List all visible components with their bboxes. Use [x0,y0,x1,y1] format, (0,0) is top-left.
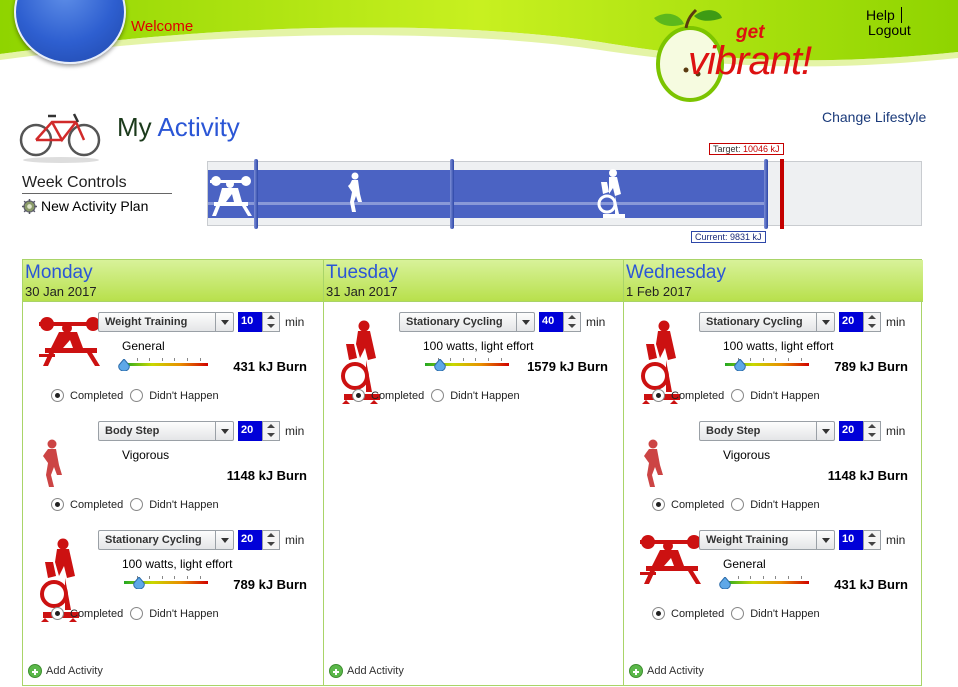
chevron-down-icon[interactable] [215,422,233,440]
minutes-unit: min [586,315,606,329]
completed-label: Completed [70,389,124,402]
didnt-happen-label: Didn't Happen [450,389,520,402]
intensity-text: 100 watts, light effort [723,339,834,353]
page-title-activity: Activity [157,112,240,142]
day-column-wednesday [623,260,923,685]
help-link[interactable]: Help [866,7,902,23]
body-step-icon [344,172,366,216]
page-title-my: My [117,112,152,142]
progress-fill [208,170,766,218]
body-step-icon [37,439,67,496]
target-label [709,143,784,155]
chevron-down-icon[interactable] [816,531,834,549]
burn-value: 1148 kJ Burn [226,468,307,483]
chevron-down-icon[interactable] [267,542,275,546]
completed-radio[interactable] [51,607,64,620]
chevron-up-icon[interactable] [267,315,275,319]
burn-value: 1579 kJ Burn [527,359,608,374]
intensity-slider[interactable] [725,363,809,366]
activity-type-select[interactable] [699,421,835,441]
activity-item [23,524,323,632]
activity-type-select[interactable] [98,312,234,332]
completed-radio[interactable] [652,607,665,620]
chevron-down-icon[interactable] [267,324,275,328]
day-header [324,260,623,302]
activity-type-value: Body Step [105,425,160,437]
activity-type-value: Stationary Cycling [406,316,503,328]
gear-icon [22,199,37,214]
completed-label: Completed [671,607,725,620]
week-days-panel [22,259,922,686]
minutes-unit: min [285,315,305,329]
minutes-input[interactable]: 20 [839,312,863,332]
didnt-happen-label: Didn't Happen [149,389,219,402]
didnt-happen-label: Didn't Happen [750,607,820,620]
target-label-text: Target: [713,144,741,154]
intensity-text: General [122,339,165,353]
completed-label: Completed [371,389,425,402]
activity-type-value: Stationary Cycling [105,534,202,546]
add-activity-label: Add Activity [647,665,704,677]
bicycle-icon [18,104,104,164]
activity-item [624,524,924,632]
chevron-up-icon[interactable] [267,533,275,537]
activity-type-select[interactable] [699,530,835,550]
activity-type-value: Stationary Cycling [706,316,803,328]
add-activity-button[interactable] [28,664,103,678]
weight-training-icon [638,532,706,589]
activity-type-select[interactable] [98,421,234,441]
new-activity-plan-link[interactable] [22,198,148,214]
chevron-up-icon[interactable] [868,533,876,537]
completed-label: Completed [70,498,124,511]
chevron-up-icon[interactable] [868,315,876,319]
minutes-input[interactable]: 10 [238,312,262,332]
progress-divider [450,159,454,229]
completed-radio[interactable] [652,498,665,511]
plus-icon [629,664,643,678]
current-label-text: Current: [695,232,728,242]
chevron-up-icon[interactable] [267,424,275,428]
completed-label: Completed [671,498,725,511]
day-column-tuesday [323,260,623,685]
chevron-up-icon[interactable] [868,424,876,428]
chevron-down-icon[interactable] [816,313,834,331]
day-date: 30 Jan 2017 [25,284,97,299]
add-activity-label: Add Activity [347,665,404,677]
intensity-text: 100 watts, light effort [122,557,233,571]
intensity-text: Vigorous [723,448,771,462]
day-header [624,260,923,302]
intensity-slider[interactable] [725,581,809,584]
burn-value: 789 kJ Burn [834,359,908,374]
activity-type-value: Weight Training [105,316,188,328]
completed-radio[interactable] [51,389,64,402]
completion-radio-group [652,389,820,402]
new-activity-plan-label: New Activity Plan [41,198,149,214]
completion-radio-group [352,389,520,402]
minutes-input[interactable]: 20 [839,421,863,441]
progress-divider [764,159,768,229]
completion-radio-group [652,498,820,511]
minutes-input[interactable]: 20 [238,421,262,441]
add-activity-label: Add Activity [46,665,103,677]
welcome-text: Welcome [131,18,194,35]
completed-radio[interactable] [352,389,365,402]
burn-value: 789 kJ Burn [233,577,307,592]
day-name: Tuesday [326,262,399,283]
chevron-down-icon[interactable] [516,313,534,331]
completed-label: Completed [70,607,124,620]
didnt-happen-radio[interactable] [431,389,444,402]
chevron-down-icon[interactable] [868,542,876,546]
minutes-input[interactable]: 10 [839,530,863,550]
body-step-icon [638,439,668,496]
minutes-stepper[interactable] [262,530,280,550]
minutes-input[interactable]: 20 [238,530,262,550]
completion-radio-group [51,389,219,402]
chevron-down-icon[interactable] [215,531,233,549]
day-column-monday [23,260,323,685]
activity-item [624,415,924,523]
minutes-stepper[interactable] [863,312,881,332]
completed-radio[interactable] [652,389,665,402]
activity-type-select[interactable] [399,312,535,332]
progress-divider [254,159,258,229]
didnt-happen-label: Didn't Happen [149,498,219,511]
minutes-stepper[interactable] [863,530,881,550]
get-vibrant-logo [648,4,833,104]
chevron-up-icon[interactable] [568,315,576,319]
day-date: 31 Jan 2017 [326,284,398,299]
page-title [117,112,240,143]
minutes-stepper[interactable] [563,312,581,332]
didnt-happen-radio[interactable] [130,389,143,402]
change-lifestyle-link[interactable]: Change Lifestyle [822,109,927,125]
current-label [691,231,766,243]
intensity-slider[interactable] [425,363,509,366]
didnt-happen-radio[interactable] [731,498,744,511]
intensity-slider[interactable] [124,581,208,584]
day-name: Monday [25,262,93,283]
chevron-down-icon[interactable] [215,313,233,331]
minutes-stepper[interactable] [262,312,280,332]
minutes-unit: min [285,533,305,547]
day-name: Wednesday [626,262,726,283]
day-header [23,260,323,302]
didnt-happen-radio[interactable] [731,389,744,402]
intensity-text: Vigorous [122,448,170,462]
target-value: 10046 kJ [743,144,780,154]
day-date: 1 Feb 2017 [626,284,692,299]
intensity-slider[interactable] [124,363,208,366]
chevron-down-icon[interactable] [816,422,834,440]
completed-radio[interactable] [51,498,64,511]
logo-vibrant-text: vibrant! [688,39,812,83]
didnt-happen-label: Didn't Happen [149,607,219,620]
didnt-happen-radio[interactable] [731,607,744,620]
add-activity-button[interactable] [329,664,404,678]
activity-item [23,306,323,414]
minutes-unit: min [285,424,305,438]
didnt-happen-radio[interactable] [130,498,143,511]
didnt-happen-radio[interactable] [130,607,143,620]
activity-type-value: Body Step [706,425,761,437]
minutes-unit: min [886,424,906,438]
weight-training-icon [208,172,254,216]
logout-link[interactable]: Logout [868,22,911,38]
activity-item [23,415,323,523]
plus-icon [28,664,42,678]
chevron-down-icon[interactable] [868,324,876,328]
chevron-down-icon[interactable] [868,433,876,437]
didnt-happen-label: Didn't Happen [750,389,820,402]
completion-radio-group [51,607,219,620]
minutes-unit: min [886,315,906,329]
energy-progress-bar [207,161,922,226]
burn-value: 1148 kJ Burn [827,468,908,483]
chevron-down-icon[interactable] [267,433,275,437]
completed-label: Completed [671,389,725,402]
activity-item [624,306,924,414]
burn-value: 431 kJ Burn [834,577,908,592]
stationary-cycling-icon [595,168,629,220]
intensity-text: 100 watts, light effort [423,339,534,353]
current-value: 9831 kJ [730,232,762,242]
activity-type-select[interactable] [98,530,234,550]
week-controls-heading: Week Controls [22,174,172,194]
minutes-stepper[interactable] [262,421,280,441]
activity-type-select[interactable] [699,312,835,332]
activity-type-value: Weight Training [706,534,789,546]
didnt-happen-label: Didn't Happen [750,498,820,511]
intensity-text: General [723,557,766,571]
plus-icon [329,664,343,678]
burn-value: 431 kJ Burn [233,359,307,374]
add-activity-button[interactable] [629,664,704,678]
chevron-down-icon[interactable] [568,324,576,328]
minutes-unit: min [886,533,906,547]
completion-radio-group [652,607,820,620]
completion-radio-group [51,498,219,511]
target-marker [780,159,784,229]
logo-get-text: get [736,22,765,43]
activity-item [324,306,624,414]
minutes-stepper[interactable] [863,421,881,441]
weight-training-icon [37,314,105,371]
minutes-input[interactable]: 40 [539,312,563,332]
